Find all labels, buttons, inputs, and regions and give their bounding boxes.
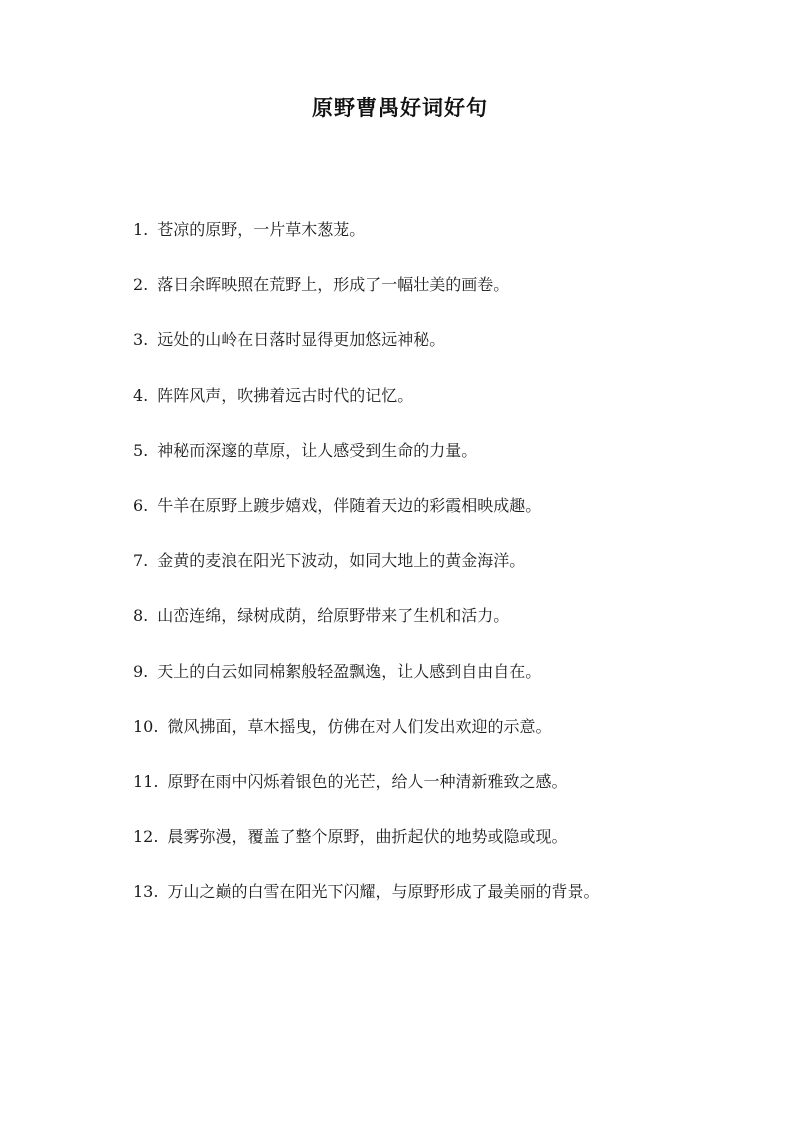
list-item: [133, 660, 733, 715]
item-text: 阵阵风声，吹拂着远古时代的记忆。: [157, 385, 414, 405]
item-number: 13.: [133, 882, 159, 902]
item-text: 神秘而深邃的草原，让人感受到生命的力量。: [157, 440, 478, 460]
item-number: 2.: [133, 275, 149, 295]
item-text: 山峦连绵，绿树成荫，给原野带来了生机和活力。: [157, 606, 510, 626]
list-item: [133, 604, 733, 659]
item-text: 远处的山岭在日落时显得更加悠远神秘。: [157, 330, 446, 350]
item-number: 4.: [133, 385, 149, 405]
item-number: 5.: [133, 440, 149, 460]
item-number: 9.: [133, 661, 149, 681]
item-text: 落日余晖映照在荒野上，形成了一幅壮美的画卷。: [157, 275, 510, 295]
list-item: [133, 439, 733, 494]
list-item: [133, 715, 733, 770]
item-text: 苍凉的原野，一片草木葱茏。: [157, 220, 366, 239]
item-text: 原野在雨中闪烁着银色的光芒，给人一种清新雅致之感。: [167, 771, 568, 791]
list-item: [133, 328, 733, 383]
item-number: 6.: [133, 495, 149, 515]
sentence-list: [133, 218, 733, 935]
page-title: 原野曹禺好词好句: [312, 95, 488, 120]
list-item: [133, 218, 733, 273]
item-text: 万山之巅的白雪在阳光下闪耀，与原野形成了最美丽的背景。: [167, 882, 600, 902]
item-number: 1.: [133, 220, 149, 239]
item-number: 12.: [133, 827, 159, 847]
list-item: [133, 770, 733, 825]
item-number: 11.: [133, 771, 159, 791]
list-item: [133, 825, 733, 880]
item-number: 7.: [133, 551, 149, 571]
list-item: [133, 273, 733, 328]
item-number: 10.: [133, 716, 159, 736]
item-text: 天上的白云如同棉絮般轻盈飘逸，让人感到自由自在。: [157, 661, 542, 681]
list-item: [133, 494, 733, 549]
item-text: 微风拂面，草木摇曳，仿佛在对人们发出欢迎的示意。: [167, 716, 552, 736]
item-text: 晨雾弥漫，覆盖了整个原野，曲折起伏的地势或隐或现。: [167, 827, 568, 847]
item-number: 8.: [133, 606, 149, 626]
item-text: 金黄的麦浪在阳光下波动，如同大地上的黄金海洋。: [157, 551, 526, 571]
list-item: [133, 880, 733, 935]
item-number: 3.: [133, 330, 149, 350]
item-text: 牛羊在原野上踱步嬉戏，伴随着天边的彩霞相映成趣。: [157, 495, 542, 515]
list-item: [133, 549, 733, 604]
list-item: [133, 384, 733, 439]
